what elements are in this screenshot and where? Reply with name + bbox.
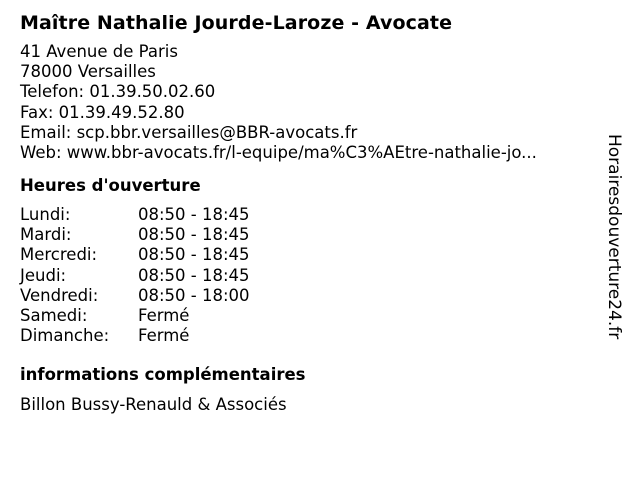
- hours-row-monday: [20, 205, 600, 225]
- hours-time: 08:50 - 18:45: [138, 225, 250, 245]
- hours-time: Fermé: [138, 305, 190, 325]
- hours-row-sunday: [20, 326, 600, 346]
- fax-number: Fax: 01.39.49.52.80: [20, 102, 185, 122]
- page-title: Maître Nathalie Jourde-Laroze - Avocate: [20, 12, 453, 34]
- hours-day: Jeudi:: [20, 265, 67, 285]
- hours-day: Dimanche:: [20, 325, 110, 345]
- hours-row-thursday: [20, 266, 600, 286]
- info-heading: informations complémentaires: [20, 364, 306, 384]
- hours-row-saturday: [20, 306, 600, 326]
- hours-heading: Heures d'ouverture: [20, 176, 201, 196]
- hours-time: 08:50 - 18:45: [138, 265, 250, 285]
- listing-card: [20, 10, 600, 415]
- hours-table: [20, 205, 600, 346]
- site-brand-watermark: Horairesdouverture24.fr: [604, 134, 624, 340]
- hours-time: 08:50 - 18:45: [138, 205, 250, 225]
- hours-day: Vendredi:: [20, 285, 99, 305]
- hours-day: Samedi:: [20, 305, 88, 325]
- contact-block: [20, 42, 600, 163]
- hours-row-friday: [20, 286, 600, 306]
- email-address: Email: scp.bbr.versailles@BBR-avocats.fr: [20, 122, 358, 142]
- street-address: 41 Avenue de Paris: [20, 42, 178, 61]
- city-postcode: 78000 Versailles: [20, 62, 156, 82]
- hours-time: 08:50 - 18:45: [138, 245, 250, 265]
- info-text: Billon Bussy-Renauld & Associés: [20, 394, 287, 414]
- hours-row-tuesday: [20, 225, 600, 245]
- hours-day: Mardi:: [20, 225, 72, 245]
- hours-time: Fermé: [138, 325, 190, 345]
- phone-number: Telefon: 01.39.50.02.60: [20, 82, 216, 102]
- hours-day: Lundi:: [20, 205, 71, 225]
- hours-day: Mercredi:: [20, 245, 98, 265]
- hours-time: 08:50 - 18:00: [138, 285, 250, 305]
- hours-row-wednesday: [20, 245, 600, 265]
- website-url: Web: www.bbr-avocats.fr/l-equipe/ma%C3%AEtre-nathalie-jo...: [20, 143, 537, 163]
